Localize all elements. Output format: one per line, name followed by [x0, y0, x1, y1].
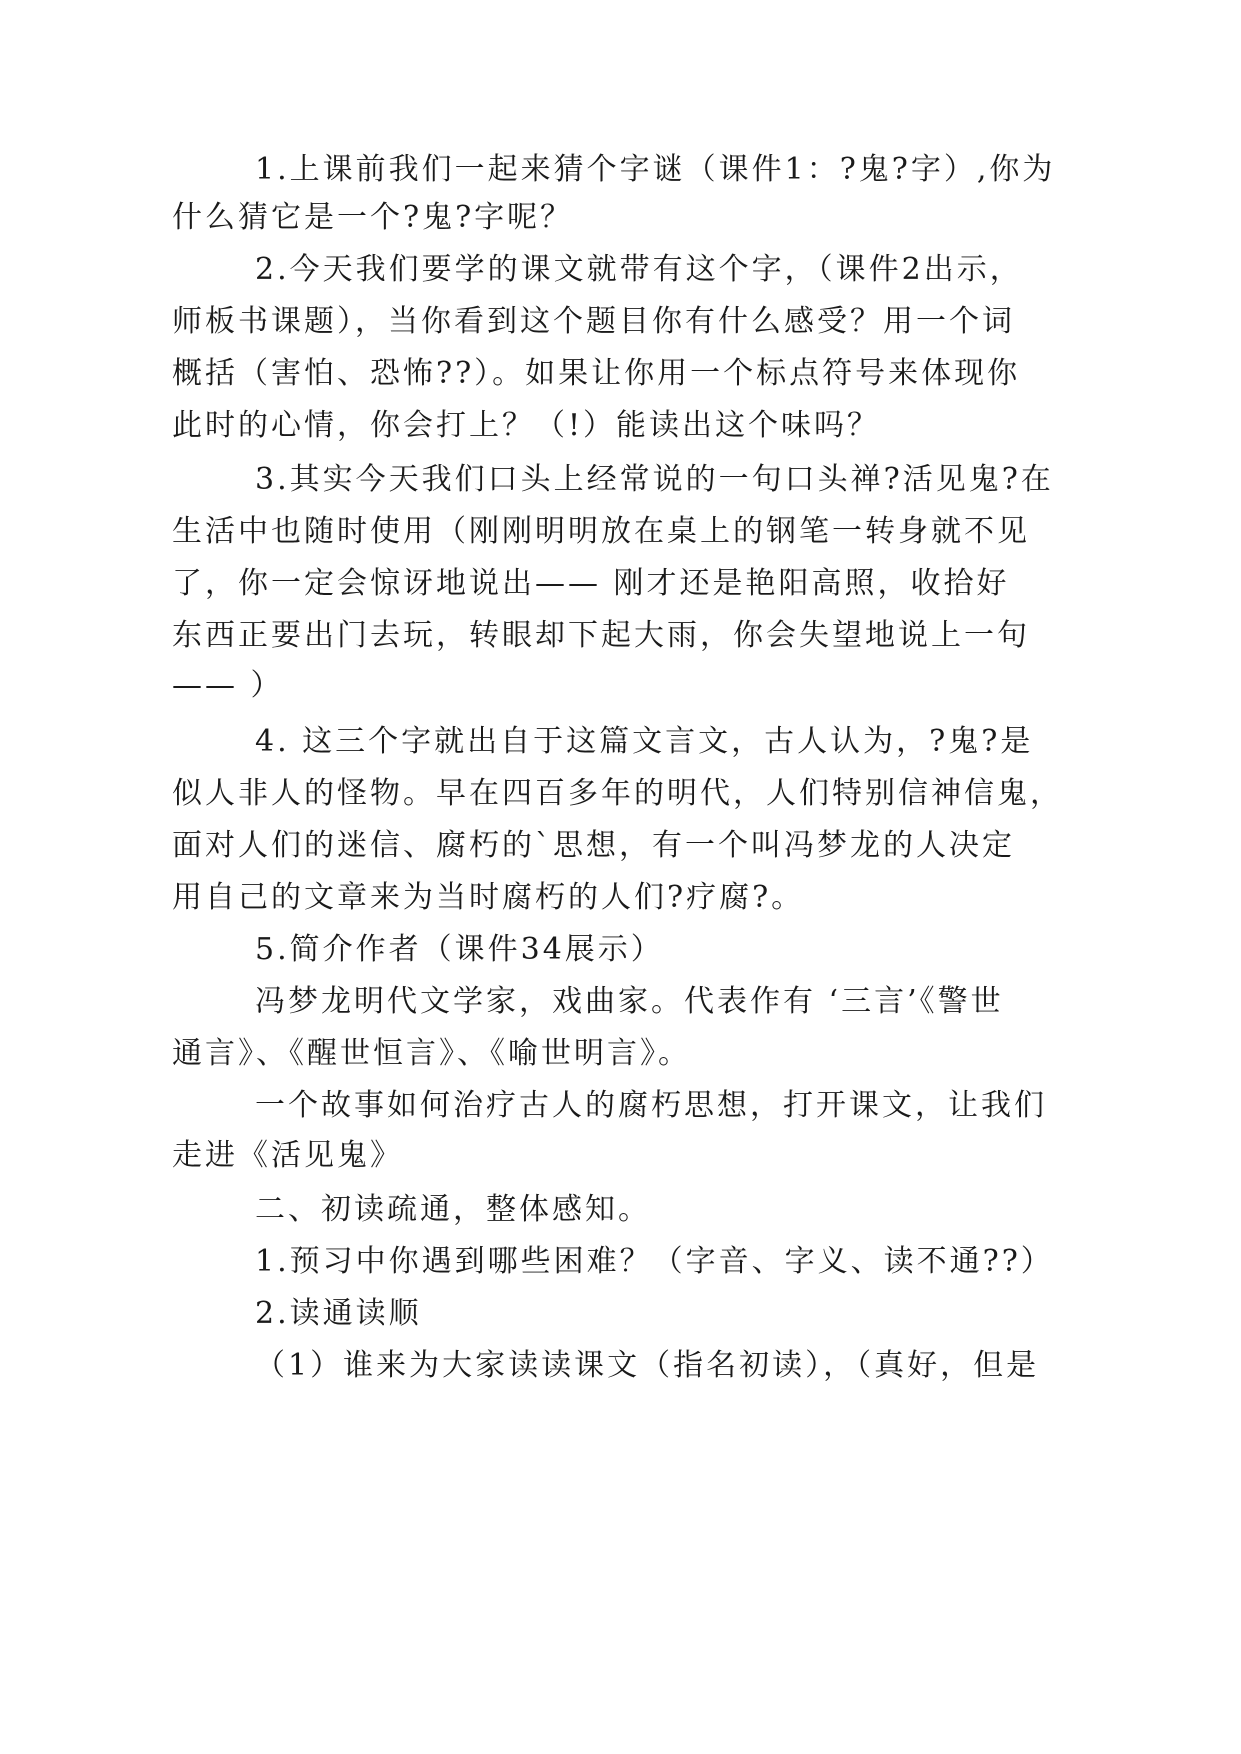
text-line: 此时的心情，你会打上？（!）能读出这个味吗？ [172, 408, 881, 443]
text-line: （1）谁来为大家读读课文（指名初读），（真好，但是 [255, 1348, 1040, 1383]
text-line: 通言》、《醒世恒言》、《喻世明言》。 [172, 1036, 691, 1071]
text-line: 面对人们的迷信、腐朽的`思想，有一个叫冯梦龙的人决定 [172, 828, 1015, 863]
text-line: 概括（害怕、恐怖??）。如果让你用一个标点符号来体现你 [172, 356, 1021, 391]
text-line: 走进《活见鬼》 [172, 1138, 403, 1173]
text-line: 4. 这三个字就出自于这篇文言文，古人认为，?鬼?是 [255, 724, 1034, 759]
text-line: 师板书课题），当你看到这个题目你有什么感受？用一个词 [172, 304, 1015, 339]
text-line: 2.今天我们要学的课文就带有这个字，（课件2出示， [255, 252, 1023, 287]
text-line: 用自己的文章来为当时腐朽的人们?疗腐?。 [172, 880, 805, 915]
text-line: 1.上课前我们一起来猜个字谜（课件1：?鬼?字）,你为 [255, 152, 1056, 187]
text-line: 冯梦龙明代文学家，戏曲家。代表作有 ‘三言’《警世 [255, 984, 1004, 1019]
text-line: 2.读通读顺 [255, 1296, 422, 1331]
text-line: 二、初读疏通，整体感知。 [255, 1192, 651, 1227]
text-line: 3.其实今天我们口头上经常说的一句口头禅?活见鬼?在 [255, 462, 1054, 497]
text-line: 1.预习中你遇到哪些困难？（字音、字义、读不通??） [255, 1244, 1054, 1279]
text-line: 5.简介作者（课件34展示） [255, 932, 664, 967]
text-line: 东西正要出门去玩，转眼却下起大雨，你会失望地说上一句 [172, 618, 1030, 653]
text-line: 似人非人的怪物。早在四百多年的明代，人们特别信神信鬼， [172, 776, 1063, 811]
text-line: 什么猜它是一个?鬼?字呢？ [172, 200, 574, 235]
text-line: 一个故事如何治疗古人的腐朽思想，打开课文，让我们 [255, 1088, 1047, 1123]
text-line: —— ） [172, 668, 284, 703]
text-line: 生活中也随时使用（刚刚明明放在桌上的钢笔一转身就不见 [172, 514, 1030, 549]
text-line: 了，你一定会惊讶地说出—— 刚才还是艳阳高照，收拾好 [172, 566, 1010, 601]
